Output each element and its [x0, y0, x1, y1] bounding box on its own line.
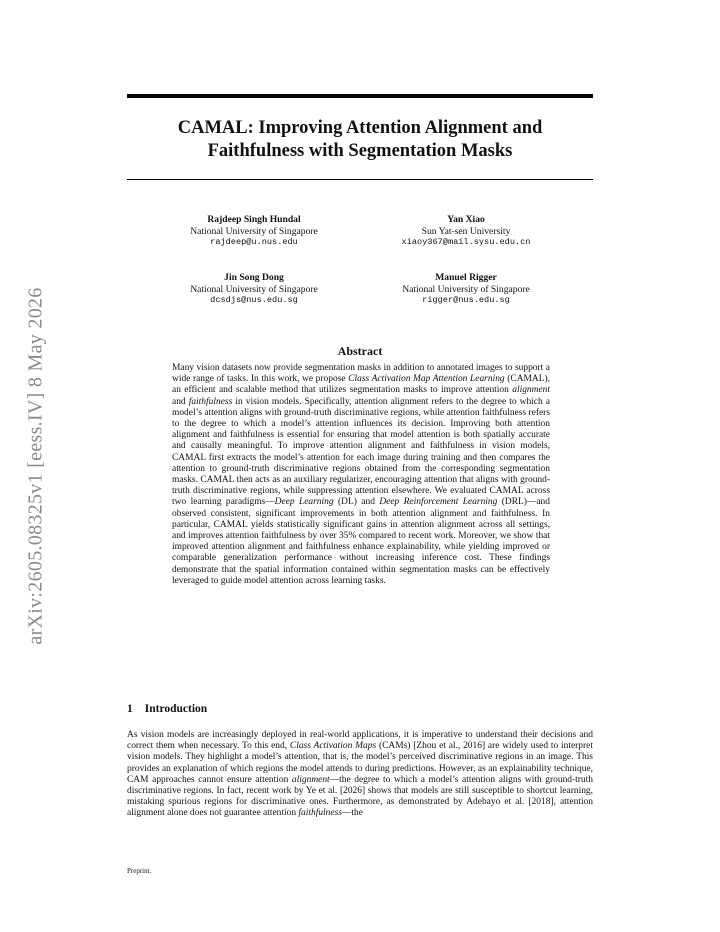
- section-title: Introduction: [144, 703, 208, 715]
- author-affiliation: National University of Singapore: [190, 225, 318, 237]
- author-affiliation: Sun Yat-sen University: [421, 225, 511, 237]
- abstract-heading: Abstract: [337, 344, 383, 358]
- abstract-text: (DRL)—and observed consistent, significant improvements in both attention alignment and faithfulness. In particular, CAMAL yields statistically significant gains in attention alignment across all settings, and improves attention faithfulness by over 35% compared to recent work. Moreover, we show that improved attention alignment and faithfulness enhance explainability, while yielding improved or comparable generalization performance without increasing inference cost. These findings demonstrate that the spatial information contained within segmentation masks can be effectively leveraged to guide model attention across learning tasks.: [172, 497, 550, 586]
- author-block: [139, 214, 369, 249]
- abstract-text: and: [172, 396, 189, 407]
- section-number: 1: [127, 703, 133, 715]
- author-email[interactable]: xiaoy367@mail.sysu.edu.cn: [401, 237, 531, 247]
- author-name: Jin Song Dong: [224, 272, 284, 283]
- title-top-rule: [127, 94, 593, 98]
- intro-emphasis: alignment: [291, 774, 330, 785]
- author-email[interactable]: dcsdjs@nus.edu.sg: [210, 295, 298, 305]
- abstract-emphasis: alignment: [512, 385, 550, 396]
- intro-emphasis: faithfulness: [298, 808, 342, 819]
- abstract-emphasis: Deep Reinforcement Learning: [379, 497, 498, 508]
- abstract-emphasis: Class Activation Map Attention Learning: [348, 374, 505, 385]
- title-line-1: CAMAL: Improving Attention Alignment and: [177, 118, 543, 138]
- author-block: [351, 214, 581, 249]
- author-block: [139, 272, 369, 307]
- author-name: Manuel Rigger: [435, 272, 497, 283]
- intro-emphasis: Class Activation Maps: [289, 741, 377, 752]
- preprint-footer: Preprint.: [127, 867, 152, 875]
- author-email[interactable]: rigger@nus.edu.sg: [422, 295, 510, 305]
- author-block: [351, 272, 581, 307]
- abstract-text: in vision models. Specifically, attention alignment refers to the degree to which a model’s attention aligns with ground-truth discriminative regions, while attention faithfulness refers to the degree to which a model’s attention influences its decision. Improving both attention alignment and faithfulness is essential for ensuring that model attention is both spatially accurate and causally meaningful. To improve attention alignment and faithfulness in vision models, CAMAL first extracts the model’s attention for each image during training and then compares the attention to ground-truth discriminative regions obtained from the corresponding segmentation masks. CAMAL then acts as an auxiliary regularizer, encouraging attention that aligns with ground-truth discriminative regions, while suppressing attention elsewhere. We evaluated CAMAL across two learning paradigms—: [172, 396, 550, 508]
- author-affiliation: National University of Singapore: [190, 283, 318, 295]
- author-name: Yan Xiao: [447, 214, 485, 225]
- author-name: Rajdeep Singh Hundal: [207, 214, 301, 225]
- paper-title: [127, 117, 593, 163]
- abstract-text: (CAMAL), an efficient and scalable method that utilizes segmentation masks to improve attention: [172, 374, 550, 396]
- arxiv-identifier: arXiv:2605.08325v1 [eess.IV] 8 May 2026: [24, 287, 47, 645]
- abstract-text: (DL) and: [333, 497, 380, 508]
- intro-text: As vision models are increasingly deployed in real-world applications, it is imperative to understand their decisions and correct them when necessary. To this end,: [127, 730, 593, 752]
- intro-text: —the: [341, 808, 363, 819]
- title-line-2: Faithfulness with Segmentation Masks: [207, 141, 513, 161]
- abstract-body: [172, 363, 550, 587]
- author-affiliation: National University of Singapore: [402, 283, 530, 295]
- abstract-emphasis: faithfulness: [188, 396, 233, 407]
- author-email[interactable]: rajdeep@u.nus.edu: [210, 237, 298, 247]
- section-heading-introduction: [127, 703, 207, 715]
- intro-text: —the degree to which a model’s attention aligns with ground-truth discriminative regions. In fact, recent work by Ye et al. [2026] shows that models are still susceptible to shortcut learning, mistaking spurious regions for discriminative ones. Furthermore, as demonstrated by Adebayo et al. [2018], attention alignment alone does not guarantee attention: [127, 774, 593, 819]
- introduction-paragraph: [127, 730, 593, 820]
- abstract-emphasis: Deep Learning: [274, 497, 334, 508]
- title-bottom-rule: [127, 179, 593, 180]
- intro-text: (CAMs) [Zhou et al., 2016] are widely used to interpret vision models. They highlight a model’s attention, that is, the model’s perceived discriminative regions in an image. This provides an explanation of which regions the model attends to during predictions. However, as an explainability technique, CAM approaches cannot ensure attention: [127, 741, 593, 785]
- abstract-text: Many vision datasets now provide segmentation masks in addition to annotated images to support a wide range of tasks. In this work, we propose: [172, 363, 550, 385]
